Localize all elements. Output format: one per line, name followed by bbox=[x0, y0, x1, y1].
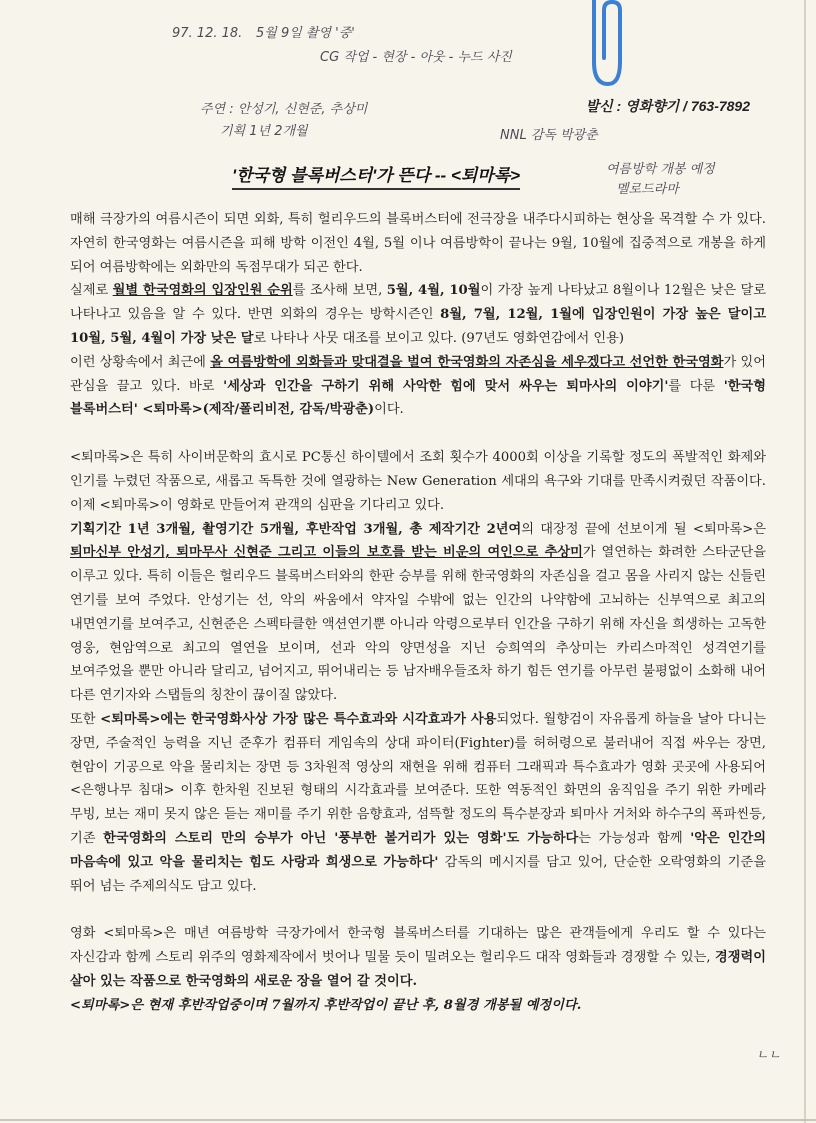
paragraph-cast bbox=[70, 518, 766, 708]
text-run: 실제로 bbox=[70, 283, 113, 299]
handwritten-note-cast: 주연 : 안성기, 신현준, 추상미 bbox=[200, 102, 368, 117]
page-edge-bottom bbox=[0, 1119, 816, 1121]
handwritten-note-filming: 5월 9일 촬영 '중' bbox=[256, 26, 355, 41]
text-run-bold: 한국영화의 스토리 만의 승부가 아닌 '풍부한 볼거리가 있는 영화'도 가능하다 bbox=[103, 830, 579, 846]
text-run-bold: 경쟁력이 살아 있는 작품으로 한국영화의 새로운 장을 열어 갈 것이다. bbox=[70, 950, 766, 989]
text-run: 는 가능성과 함께 bbox=[578, 830, 691, 846]
text-run-bold: 5월, 4월, 10월 bbox=[386, 283, 481, 299]
text-run: 감독의 메시지를 담고 있어, 단순한 오락영화의 기준을 뛰어 넘는 주제의식도 담고 있다. bbox=[70, 854, 767, 894]
text-run: 이 가장 높게 나타났고 8월이나 12월은 낮은 달로 나타나고 있음을 알 수 있다. 반면 외화의 경우는 방학시즌인 bbox=[70, 283, 766, 323]
text-run-bold: 기획기간 1년 3개월, 촬영기간 5개월, 후반작업 3개월, 총 제작기간 2년여 bbox=[70, 521, 522, 537]
handwritten-note-genre: 멜로드라마 bbox=[616, 182, 679, 197]
text-run: 의 대장정 끝에 선보이게 될 <퇴마록>은 bbox=[521, 521, 766, 537]
paragraph-effects bbox=[70, 708, 766, 898]
handwritten-scribble: ㄴㄴ bbox=[756, 1048, 782, 1063]
handwritten-date: 97. 12. 18. bbox=[172, 26, 243, 41]
handwritten-note-planning: 기획 1년 2개월 bbox=[220, 124, 308, 139]
text-run: 가 열연하는 화려한 스타군단을 이루고 있다. 특히 이들은 헐리우드 블록버스터와의 한판 승부를 위해 한국영화의 자존심을 걸고 몸을 사리지 않는 신들린 연기를 보여 주었다. 안성기는 선, 악의 싸움에서 약자일 수밖에 없는 인간의 나약함에 고뇌하는 신부역으로 최고의 내면연기를 보여주고, 신현준은 스펙타클한 액션연기뿐 아니라 악령으로부터 인간을 구하기 위해 자신을 희생하는 고독한 영웅, 현암역으로 최고의 열연을 보이며, 선과 악의 양면성을 지닌 승희역의 추상미는 카리스마적인 성격연기를 보여주었을 뿐만 아니라 달리고, 넘어지고, 뛰어내리는 등 남자배우들조차 하기 힘든 연기를 아무런 불평없이 소화해 내어 다른 연기자와 스탭들의 칭찬이 끊이질 않았다. bbox=[70, 545, 767, 704]
text-run-bold: '한국형 블록버스터' <퇴마록>(제작/폴리비전, 감독/박광춘) bbox=[70, 378, 766, 418]
text-run-bold: 월별 한국영화의 입장인원 순위 bbox=[112, 283, 293, 299]
text-run: 되었다. 월향검이 자유롭게 하늘을 날아 다니는 장면, 주술적인 능력을 지닌 준후가 컴퓨터 게임속의 상대 파이터(Fighter)를 허허령으로 불러내어 직접 싸우는 장면, 현암이 기공으로 악을 물리치는 장면 등 3차원적 영상의 재현을 위해 컴퓨터 그래픽과 특수효과가 영화 곳곳에 사용되어 <은행나무 침대> 이후 한차원 진보된 형태의 시각효과를 보여준다. 또한 역동적인 화면의 움직임을 주기 위한 카메라 무빙, 보는 재미 못지 않은 듣는 재미를 주기 위한 음향효과, 섬뜩할 정도의 특수분장과 퇴마사 거처와 하수구의 폭파씬등, 기존 bbox=[70, 711, 766, 846]
text-run-bold: <퇴마록>에는 한국영화사상 가장 많은 특수효과와 시각효과가 사용 bbox=[100, 711, 497, 727]
handwritten-note-release: 여름방학 개봉 예정 bbox=[606, 162, 715, 177]
text-run-bold: 8월, 7월, 12월, 1월에 입장인원이 가장 높은 달이고 10월, 5월, 4월이 가장 낮은 달 bbox=[70, 307, 766, 346]
text-run-bold: '악은 인간의 마음속에 있고 악을 물리치는 힘도 사랑과 희생으로 가능하다' bbox=[70, 830, 767, 870]
text-run: 영화 <퇴마록>은 매년 여름방학 극장가에서 한국형 블록버스터를 기대하는 많은 관객들에게 우리도 할 수 있다는 자신감과 함께 스토리 위주의 영화제작에서 벗어나 밀물 듯이 밀려오는 헐리우드 대작 영화들과 경쟁할 수 있는, bbox=[70, 926, 766, 966]
handwritten-note-cg: CG 작업 - 현장 - 아웃 - 누드 사진 bbox=[320, 50, 512, 65]
paragraph-gap bbox=[70, 422, 766, 446]
paragraph-announcement bbox=[70, 351, 766, 422]
text-run: 이런 상황속에서 최근에 bbox=[70, 354, 211, 370]
paragraph-release-note: <퇴마록>은 현재 후반작업중이며 7월까지 후반작업이 끝난 후, 8월경 개봉될 예정이다. bbox=[70, 997, 582, 1013]
handwritten-note-director: NNL 감독 박광춘 bbox=[500, 128, 598, 143]
text-run-bold: 올 여름방학에 외화들과 맞대결을 벌여 한국영화의 자존심을 세우겠다고 선언한 한국영화 bbox=[210, 354, 724, 370]
paper-clip-icon bbox=[586, 0, 626, 96]
paragraph-origin: <퇴마록>은 특히 사이버문학의 효시로 PC통신 하이텔에서 조회 횟수가 4000회 이상을 기록할 정도의 폭발적인 화제와 인기를 누렸던 작품으로, 새롭고 독특한 것에 열광하는 New Generation 세대의 욕구와 기대를 만족시켜줬던 작품이다. 이제 <퇴마록>이 영화로 만들어져 관객의 심판을 기다리고 있다. bbox=[70, 450, 766, 513]
text-run: 또한 bbox=[70, 711, 101, 727]
paragraph-gap bbox=[70, 898, 766, 922]
text-run: 가 있어 관심을 끌고 있다. 바로 bbox=[70, 354, 766, 394]
text-run: 를 조사해 보면, bbox=[292, 283, 387, 299]
sender-line: 발신 : 영화향기 / 763-7892 bbox=[585, 98, 750, 114]
text-run: 로 나타나 사뭇 대조를 보이고 있다. (97년도 영화연감에서 인용) bbox=[253, 330, 625, 346]
page-title: '한국형 블록버스터'가 뜬다 -- <퇴마록> bbox=[232, 161, 520, 190]
text-run-bold: '세상과 인간을 구하기 위해 사악한 힘에 맞서 싸우는 퇴마사의 이야기' bbox=[223, 378, 669, 394]
text-run: 이다. bbox=[374, 402, 404, 418]
paragraph-statistics bbox=[70, 279, 766, 350]
paragraph-intro: 매해 극장가의 여름시즌이 되면 외화, 특히 헐리우드의 블록버스터에 전극장을 내주다시피하는 현상을 목격할 수 가 있다. 자연히 한국영화는 여름시즌을 피해 방학 이전인 4월, 5월 이나 여름방학이 끝나는 9월, 10월에 집중적으로 개봉을 하게 되어 여름방학에는 외화만의 독점무대가 되곤 한다. bbox=[70, 212, 766, 275]
page-edge-right bbox=[804, 0, 806, 1123]
text-run-bold: 퇴마신부 안성기, 퇴마무사 신현준 그리고 이들의 보호를 받는 비운의 여인으로 추상미 bbox=[70, 545, 583, 561]
paragraph-conclusion bbox=[70, 922, 766, 993]
text-run: 를 다룬 bbox=[668, 378, 724, 394]
article-body bbox=[70, 208, 766, 1018]
